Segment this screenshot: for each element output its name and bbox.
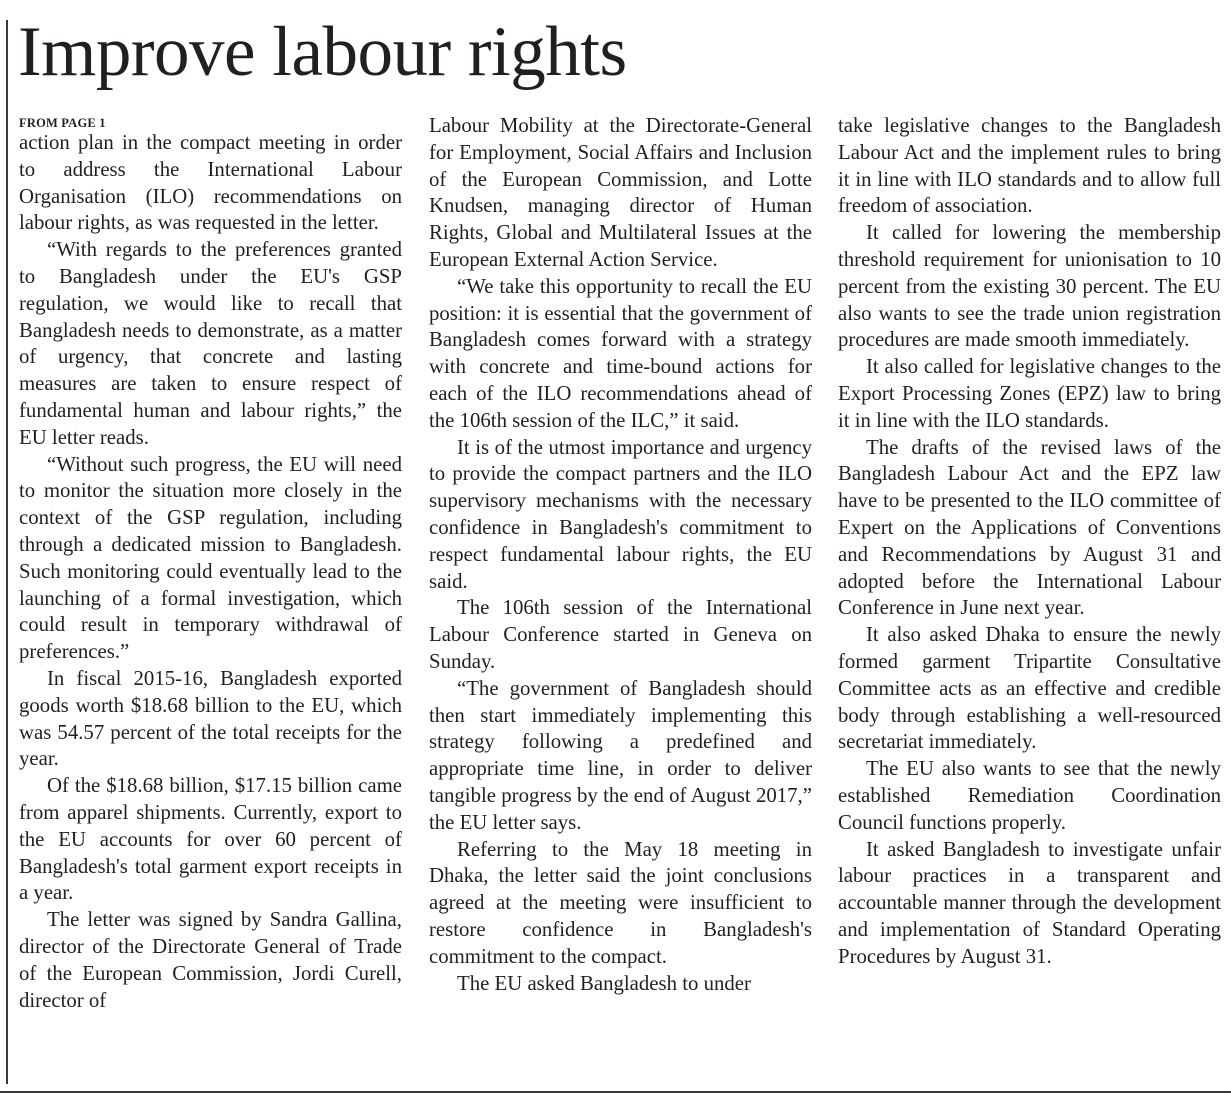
headline: Improve labour rights [18,13,627,91]
paragraph: It asked Bangladesh to investigate unfair labour practices in a transparent and accountable manner through the development and implementation of Standard Operating Procedures by August 31. [838,837,1221,968]
paragraph: action plan in the compact meeting in order to address the International Labour Organisation (ILO) recommendations on labour rights, as was requested in the letter. [19,131,402,235]
paragraph: Of the $18.68 billion, $17.15 billion came from apparel shipments. Currently, export to the EU accounts for over 60 percent of Bangladesh's total garment export receipts in a year. [19,774,402,905]
paragraph: It also called for legislative changes to the Export Processing Zones (EPZ) law to bring it in line with the ILO standards. [838,355,1221,432]
bottom-rule [0,1091,1231,1093]
article-column-1 [19,113,402,1083]
paragraph: It is of the utmost importance and urgency to provide the compact partners and the ILO supervisory mechanisms with the necessary confidence in Bangladesh's commitment to respect fundamental labour rights, the EU said. [429,435,812,593]
paragraph: The letter was signed by Sandra Gallina, director of the Directorate General of Trade of the European Commission, Jordi Curell, director of [19,908,402,1012]
left-column-rule [6,20,8,1084]
paragraph: “With regards to the preferences granted to Bangladesh under the EU's GSP regulation, we would like to recall that Bangladesh needs to demonstrate, as a matter of urgency, that concrete and lasting measures are taken to ensure respect of fundamental human and labour rights,” the EU letter reads. [19,238,402,449]
paragraph: The EU also wants to see that the newly established Remediation Coordination Council functions properly. [838,757,1221,834]
article-column-3 [838,113,1221,1083]
continuation-kicker: FROM PAGE 1 [19,116,106,130]
paragraph: The 106th session of the International Labour Conference started in Geneva on Sunday. [429,596,812,673]
paragraph: take legislative changes to the Bangladesh Labour Act and the implement rules to bring it in line with ILO standards and to allow full freedom of association. [838,114,1221,218]
paragraph: The EU asked Bangladesh to under [457,971,751,995]
paragraph: It called for lowering the membership threshold requirement for unionisation to 10 percent from the existing 30 percent. The EU also wants to see the trade union registration procedures are made smooth immediately. [838,221,1221,352]
paragraph: “The government of Bangladesh should then start immediately implementing this strategy following a predefined and appropriate time line, in order to deliver tangible progress by the end of August 2017,” the EU letter says. [429,676,812,834]
paragraph: “Without such progress, the EU will need to monitor the situation more closely in the context of the GSP regulation, including through a dedicated mission to Bangladesh. Such monitoring could eventually lead to the launching of a formal investigation, which could result in temporary withdrawal of preferences.” [19,452,402,664]
article-column-2 [429,113,812,1083]
paragraph: In fiscal 2015-16, Bangladesh exported goods worth $18.68 billion to the EU, which was 54.57 percent of the total receipts for the year. [19,666,402,771]
paragraph: Labour Mobility at the Directorate-General for Employment, Social Affairs and Inclusion of the European Commission, and Lotte Knudsen, managing director of Human Rights, Global and Multilateral Issues at the European External Action Service. [429,114,812,271]
paragraph: “We take this opportunity to recall the EU position: it is essential that the government of Bangladesh comes forward with a strategy with concrete and time-bound actions for each of the ILO recommendations ahead of the 106th session of the ILC,” it said. [429,274,812,432]
paragraph: It also asked Dhaka to ensure the newly formed garment Tripartite Consultative Committee acts as an effective and credible body through establishing a well-resourced secretariat immediately. [838,623,1221,754]
paragraph: Referring to the May 18 meeting in Dhaka, the letter said the joint conclusions agreed at the meeting were insufficient to restore confidence in Bangladesh's commitment to the compact. [429,837,812,968]
paragraph: The drafts of the revised laws of the Bangladesh Labour Act and the EPZ law have to be presented to the ILO committee of Expert on the Applications of Conventions and Recommendations by August 31 and adopted before the International Labour Conference in June next year. [838,435,1221,620]
